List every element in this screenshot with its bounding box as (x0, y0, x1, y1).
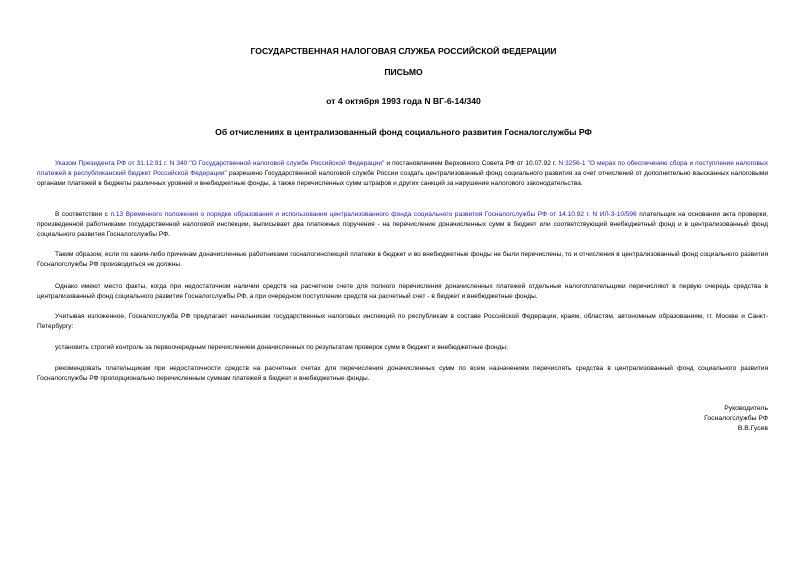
document-date-number: от 4 октября 1993 года N ВГ-6-14/340 (326, 96, 481, 106)
paragraph-1-text-b: разрешено Государственной налоговой службе России создать централизованный фонд социального развития за счет отчислений от дополнительно взысканных налоговыми органами платежей в бюджеты различных уровней и внебюджетные фонды, а также перечисленных сумм штрафов и других санкций за нарушение налогового законодательства. (37, 170, 768, 188)
paragraph-3: Таким образом, если по каким-либо причинам доначисленные работниками госналогинспекций платежи в бюджет и во внебюджетные фонды не были перечислены, то и отчисления в централизованный фонд социального развития Госналогслужбы РФ производиться не должны. (37, 251, 768, 269)
signature-block (704, 404, 768, 435)
signature-position: Руководитель (724, 405, 768, 412)
paragraph-1-text-a: и постановлением Верховного Совета РФ от 10.07.92 г. (384, 160, 559, 167)
paragraph-5: Учитывая изложенное, Госналогслужба РФ предлагает начальникам государственных налоговых инспекций по республикам в составе Российской Федерации, краям, областям, автономным образованиям, гг. Москве и Санкт-Петербургу: (37, 313, 768, 331)
signature-organization: Госналогслужбы РФ (704, 415, 768, 423)
agency-heading: ГОСУДАРСТВЕННАЯ НАЛОГОВАЯ СЛУЖБА РОССИЙСКОЙ ФЕДЕРАЦИИ (250, 46, 557, 56)
paragraph-2 (37, 210, 768, 241)
link-supreme-council-resolution[interactable]: N 3256-1 "О мерах по обеспечению сбора и поступления налоговых платежей в республиканский бюджет Российской Федерации" (37, 160, 768, 178)
paragraph-6: установить строгий контроль за первоочередным перечислением доначисленных по результатам проверок сумм в бюджет и внебюджетные фонды; (55, 344, 508, 351)
paragraph-1 (37, 159, 768, 190)
link-presidential-decree[interactable]: Указом Президента РФ от 31.12.91 г. N 340 "О Государственной налоговой службе Российской Федерации" (55, 160, 385, 167)
paragraph-4: Однако имеют место факты, когда при недостаточном наличии средств на расчетном счете для полного перечисления доначисленных платежей отдельные налогоплательщики перечисляют в первую очередь средства в централизованный фонд социального развития Госналогслужбы РФ, а при очередном поступлении средств на расчетный счет - в бюджет и внебюджетные фонды. (37, 283, 768, 301)
paragraph-7: рекомендовать плательщикам при недостаточности средств на расчетных счетах для перечисления доначисленных сумм по всем назначениям перечислять средства в централизованный фонд социального развития Госналогслужбы РФ пропорционально перечисленным суммам платежей в бюджет и внебюджетные фонды. (37, 365, 768, 383)
signature-name: В.В.Гусев (737, 425, 768, 433)
link-temporary-regulation[interactable]: п.13 Временного положения о порядке образования и использования централизованного фонда социального развития Госналогслужбы РФ от 14.10.92 г. N ИЛ-3-10/596 (110, 211, 637, 218)
document-subject: Об отчислениях в централизованный фонд социального развития Госналогслужбы РФ (215, 127, 592, 137)
paragraph-2-text-b: плательщик на основании акта проверки, произведенной работниками государственной налоговой инспекции, выписывает два платежных поручения - на перечисление доначисленных сумм в бюджет или соответствующий внебюджетный фонд и в централизованный фонд социального развития Госналогслужбы РФ. (37, 211, 768, 239)
document-type: ПИСЬМО (384, 67, 423, 77)
paragraph-2-text-a: В соответствии с (55, 211, 111, 218)
